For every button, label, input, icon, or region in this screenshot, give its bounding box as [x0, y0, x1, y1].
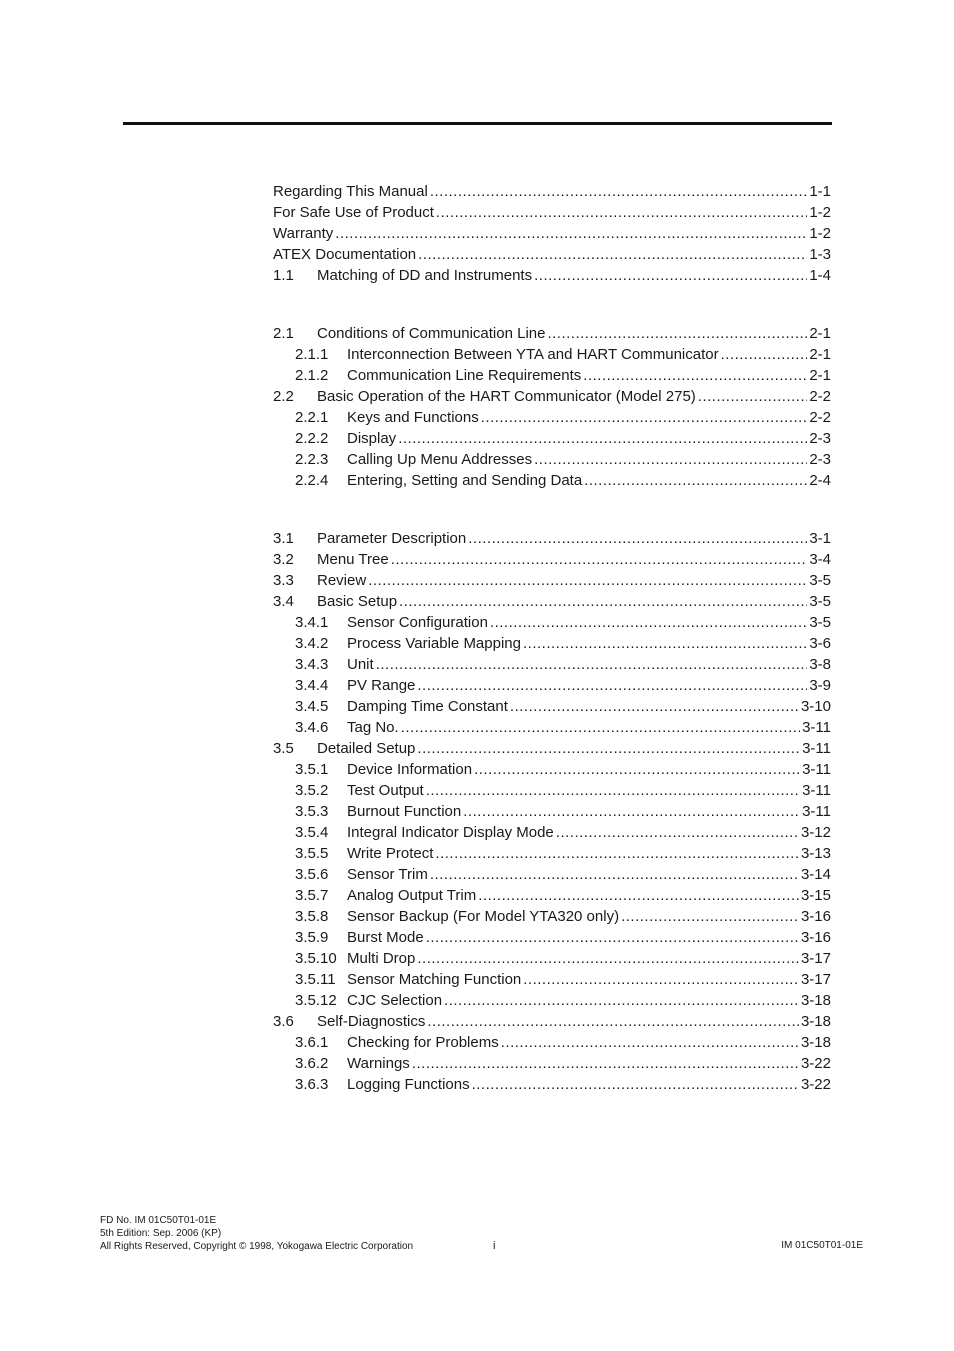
toc-entry[interactable]: [273, 759, 831, 780]
dot-leader: [523, 969, 799, 990]
toc-entry-number: 3.6.3: [295, 1076, 329, 1093]
toc-entry-title: Calling Up Menu Addresses: [347, 451, 533, 468]
toc-entry[interactable]: [273, 675, 831, 696]
toc-entry-number: 3.4.2: [295, 635, 329, 652]
dot-leader: [436, 202, 807, 223]
toc-entry-page: 2-3: [809, 430, 831, 447]
toc-entry-number: 3.5.1: [295, 761, 329, 778]
toc-entry[interactable]: [273, 717, 831, 738]
toc-entry[interactable]: [273, 822, 831, 843]
toc-entry[interactable]: [273, 244, 831, 265]
header-rule: [123, 122, 832, 125]
toc-entry-page: 2-1: [809, 346, 831, 363]
toc-entry-title: Communication Line Requirements: [347, 367, 582, 384]
dot-leader: [398, 428, 807, 449]
toc-entry-number: 3.4.5: [295, 698, 329, 715]
toc-entry-page: 3-4: [809, 551, 831, 568]
toc-entry-number: 3.4.6: [295, 719, 329, 736]
toc-entry[interactable]: [273, 365, 831, 386]
footer-edition: 5th Edition: Sep. 2006 (KP): [100, 1228, 222, 1239]
toc-entry-title: Sensor Trim: [347, 866, 428, 883]
toc-entry-page: 1-4: [809, 267, 831, 284]
toc-entry[interactable]: [273, 528, 831, 549]
dot-leader: [547, 323, 807, 344]
toc-entry-number: 3.5: [273, 740, 294, 757]
toc-entry-title: Display: [347, 430, 397, 447]
toc-entry-page: 3-5: [809, 614, 831, 631]
toc-entry-page: 3-8: [809, 656, 831, 673]
toc-entry-page: 3-22: [800, 1055, 831, 1072]
toc-entry-page: 3-13: [800, 845, 831, 862]
dot-leader: [621, 906, 799, 927]
toc-entry-page: 3-16: [800, 908, 831, 925]
toc-entry[interactable]: [273, 202, 831, 223]
toc-entry[interactable]: [273, 990, 831, 1011]
toc-entry-number: 3.5.9: [295, 929, 329, 946]
toc-entry-title: Self-Diagnostics: [317, 1013, 426, 1030]
toc-entry[interactable]: [273, 738, 831, 759]
toc-entry-number: 3.5.12: [295, 992, 337, 1009]
dot-leader: [368, 570, 807, 591]
toc-entry-title: Damping Time Constant: [347, 698, 508, 715]
toc-entry[interactable]: [273, 612, 831, 633]
dot-leader: [435, 843, 799, 864]
toc-entry[interactable]: [273, 906, 831, 927]
toc-entry-page: 3-18: [800, 992, 831, 1009]
toc-entry-page: 2-1: [809, 367, 831, 384]
toc-entry-page: 3-5: [809, 593, 831, 610]
toc-entry-number: 2.2.4: [295, 472, 329, 489]
dot-leader: [523, 633, 807, 654]
toc-entry-page: 3-14: [800, 866, 831, 883]
footer-copyright: All Rights Reserved, Copyright © 1998, Yokogawa Electric Corporation: [100, 1241, 414, 1252]
toc-entry-number: 2.1.1: [295, 346, 329, 363]
dot-leader: [472, 1074, 799, 1095]
toc-entry[interactable]: [273, 449, 831, 470]
toc-entry-page: 3-11: [802, 740, 831, 757]
table-of-contents: [273, 181, 831, 1132]
toc-entry-page: 2-2: [809, 388, 831, 405]
toc-entry-page: 2-2: [809, 409, 831, 426]
dot-leader: [417, 675, 807, 696]
dot-leader: [463, 801, 800, 822]
toc-entry-number: 2.2: [273, 388, 294, 405]
toc-entry-number: 3.4.4: [295, 677, 329, 694]
toc-entry-title: Burnout Function: [347, 803, 462, 820]
toc-entry-title: Parameter Description: [317, 530, 467, 547]
toc-entry[interactable]: [273, 223, 831, 244]
toc-entry[interactable]: [273, 654, 831, 675]
toc-entry-page: 3-11: [802, 761, 831, 778]
dot-leader: [417, 738, 800, 759]
dot-leader: [721, 344, 808, 365]
toc-entry-page: 3-10: [800, 698, 831, 715]
toc-entry-page: 3-11: [802, 803, 831, 820]
toc-entry-title: Multi Drop: [347, 950, 416, 967]
dot-leader: [584, 470, 807, 491]
toc-entry-title: Warnings: [347, 1055, 410, 1072]
toc-entry-number: 3.6.1: [295, 1034, 329, 1051]
toc-entry-page: 2-1: [809, 325, 831, 342]
dot-leader: [534, 449, 807, 470]
toc-entry[interactable]: [273, 181, 831, 202]
toc-entry-page: 3-1: [809, 530, 831, 547]
toc-entry[interactable]: [273, 969, 831, 990]
toc-entry-title: Basic Operation of the HART Communicator (Model 275): [317, 388, 696, 405]
toc-entry[interactable]: [273, 1011, 831, 1032]
toc-entry-page: 3-15: [800, 887, 831, 904]
toc-entry-number: 3.6: [273, 1013, 294, 1030]
toc-entry-title: Logging Functions: [347, 1076, 470, 1093]
toc-entry-page: 3-17: [800, 971, 831, 988]
dot-leader: [430, 864, 799, 885]
footer-fd-number: FD No. IM 01C50T01-01E: [100, 1215, 217, 1226]
toc-entry[interactable]: [273, 948, 831, 969]
toc-entry-number: 3.5.10: [295, 950, 337, 967]
toc-entry-title: Analog Output Trim: [347, 887, 477, 904]
toc-entry-title: Write Protect: [347, 845, 434, 862]
toc-entry[interactable]: [273, 428, 831, 449]
toc-entry-title: Review: [317, 572, 367, 589]
dot-leader: [412, 1053, 799, 1074]
toc-entry-title: CJC Selection: [347, 992, 443, 1009]
toc-entry-page: 3-9: [809, 677, 831, 694]
toc-entry[interactable]: [273, 344, 831, 365]
toc-group: [273, 181, 831, 286]
toc-entry-page: 3-17: [800, 950, 831, 967]
toc-entry-title: Integral Indicator Display Mode: [347, 824, 554, 841]
toc-entry-number: 3.6.2: [295, 1055, 329, 1072]
toc-entry[interactable]: [273, 386, 831, 407]
dot-leader: [335, 223, 807, 244]
toc-entry-page: 3-22: [800, 1076, 831, 1093]
dot-leader: [417, 948, 799, 969]
toc-entry-number: 2.2.1: [295, 409, 329, 426]
toc-entry-number: 2.1: [273, 325, 294, 342]
dot-leader: [474, 759, 800, 780]
footer-document-id: IM 01C50T01-01E: [781, 1240, 863, 1251]
toc-entry-page: 3-18: [800, 1034, 831, 1051]
toc-entry-page: 1-2: [809, 225, 831, 242]
toc-entry[interactable]: [273, 323, 831, 344]
dot-leader: [444, 990, 799, 1011]
toc-entry-title: Entering, Setting and Sending Data: [347, 472, 583, 489]
dot-leader: [556, 822, 799, 843]
toc-entry[interactable]: [273, 927, 831, 948]
toc-entry-number: 1.1: [273, 267, 294, 284]
toc-entry-title: Test Output: [347, 782, 424, 799]
toc-entry-number: 3.5.6: [295, 866, 329, 883]
toc-entry-page: 3-11: [802, 719, 831, 736]
toc-entry-title: Process Variable Mapping: [347, 635, 521, 652]
toc-entry-number: 3.4.1: [295, 614, 329, 631]
toc-entry[interactable]: [273, 801, 831, 822]
footer-info: [100, 1214, 413, 1253]
toc-entry[interactable]: [273, 265, 831, 286]
toc-entry-number: 2.1.2: [295, 367, 329, 384]
toc-entry[interactable]: [273, 1074, 831, 1095]
toc-group: [273, 528, 831, 1095]
toc-entry-title: Device Information: [347, 761, 473, 778]
toc-entry-number: 3.5.5: [295, 845, 329, 862]
toc-entry-page: 2-4: [809, 472, 831, 489]
toc-entry-title: Tag No.: [347, 719, 399, 736]
toc-entry[interactable]: [273, 591, 831, 612]
toc-entry-number: 3.2: [273, 551, 294, 568]
toc-entry-title: Sensor Backup (For Model YTA320 only): [347, 908, 620, 925]
dot-leader: [418, 244, 807, 265]
dot-leader: [426, 780, 800, 801]
toc-entry[interactable]: [273, 549, 831, 570]
toc-entry-title: Keys and Functions: [347, 409, 479, 426]
dot-leader: [427, 1011, 799, 1032]
toc-entry-title: Menu Tree: [317, 551, 389, 568]
toc-entry[interactable]: [273, 570, 831, 591]
toc-entry-page: 3-6: [809, 635, 831, 652]
dot-leader: [510, 696, 799, 717]
toc-entry-number: 3.5.11: [295, 971, 336, 988]
toc-entry-number: 2.2.3: [295, 451, 329, 468]
toc-entry[interactable]: [273, 407, 831, 428]
toc-entry-page: 3-18: [800, 1013, 831, 1030]
toc-entry-title: Burst Mode: [347, 929, 424, 946]
toc-entry-page: 3-12: [800, 824, 831, 841]
toc-entry-title: Sensor Configuration: [347, 614, 488, 631]
toc-entry[interactable]: [273, 1053, 831, 1074]
toc-entry-title: Regarding This Manual: [273, 183, 428, 200]
dot-leader: [426, 927, 799, 948]
toc-entry-page: 1-3: [809, 246, 831, 263]
toc-entry[interactable]: [273, 885, 831, 906]
toc-entry-page: 2-3: [809, 451, 831, 468]
toc-entry-number: 3.5.7: [295, 887, 329, 904]
toc-entry-title: Basic Setup: [317, 593, 398, 610]
dot-leader: [478, 885, 799, 906]
toc-entry-page: 3-16: [800, 929, 831, 946]
toc-entry-title: ATEX Documentation: [273, 246, 417, 263]
toc-entry-page: 3-11: [802, 782, 831, 799]
toc-entry-title: Checking for Problems: [347, 1034, 499, 1051]
toc-entry-title: PV Range: [347, 677, 416, 694]
dot-leader: [399, 591, 807, 612]
toc-entry-number: 3.5.8: [295, 908, 329, 925]
dot-leader: [583, 365, 807, 386]
dot-leader: [501, 1032, 799, 1053]
page-number: i: [493, 1240, 496, 1252]
toc-entry[interactable]: [273, 470, 831, 491]
toc-entry-number: 3.5.2: [295, 782, 329, 799]
dot-leader: [391, 549, 808, 570]
toc-entry-number: 3.4.3: [295, 656, 329, 673]
toc-entry-title: Sensor Matching Function: [347, 971, 522, 988]
toc-entry-number: 3.4: [273, 593, 294, 610]
toc-entry[interactable]: [273, 864, 831, 885]
toc-entry-title: Unit: [347, 656, 374, 673]
toc-entry-number: 3.5.4: [295, 824, 329, 841]
toc-entry-title: For Safe Use of Product: [273, 204, 434, 221]
toc-entry[interactable]: [273, 780, 831, 801]
dot-leader: [376, 654, 808, 675]
dot-leader: [468, 528, 807, 549]
dot-leader: [401, 717, 800, 738]
toc-entry-page: 1-2: [809, 204, 831, 221]
dot-leader: [430, 181, 808, 202]
toc-entry[interactable]: [273, 633, 831, 654]
toc-entry[interactable]: [273, 696, 831, 717]
toc-entry-number: 3.5.3: [295, 803, 329, 820]
dot-leader: [481, 407, 808, 428]
toc-entry-title: Warranty: [273, 225, 334, 242]
toc-entry-number: 3.3: [273, 572, 294, 589]
toc-entry-title: Conditions of Communication Line: [317, 325, 546, 342]
toc-entry[interactable]: [273, 843, 831, 864]
dot-leader: [534, 265, 807, 286]
toc-entry-title: Matching of DD and Instruments: [317, 267, 533, 284]
toc-entry-page: 3-5: [809, 572, 831, 589]
dot-leader: [698, 386, 808, 407]
toc-entry[interactable]: [273, 1032, 831, 1053]
toc-entry-number: 2.2.2: [295, 430, 329, 447]
dot-leader: [490, 612, 807, 633]
toc-entry-number: 3.1: [273, 530, 294, 547]
toc-entry-title: Interconnection Between YTA and HART Communicator: [347, 346, 719, 363]
toc-entry-page: 1-1: [809, 183, 831, 200]
toc-group: [273, 323, 831, 491]
toc-entry-title: Detailed Setup: [317, 740, 416, 757]
